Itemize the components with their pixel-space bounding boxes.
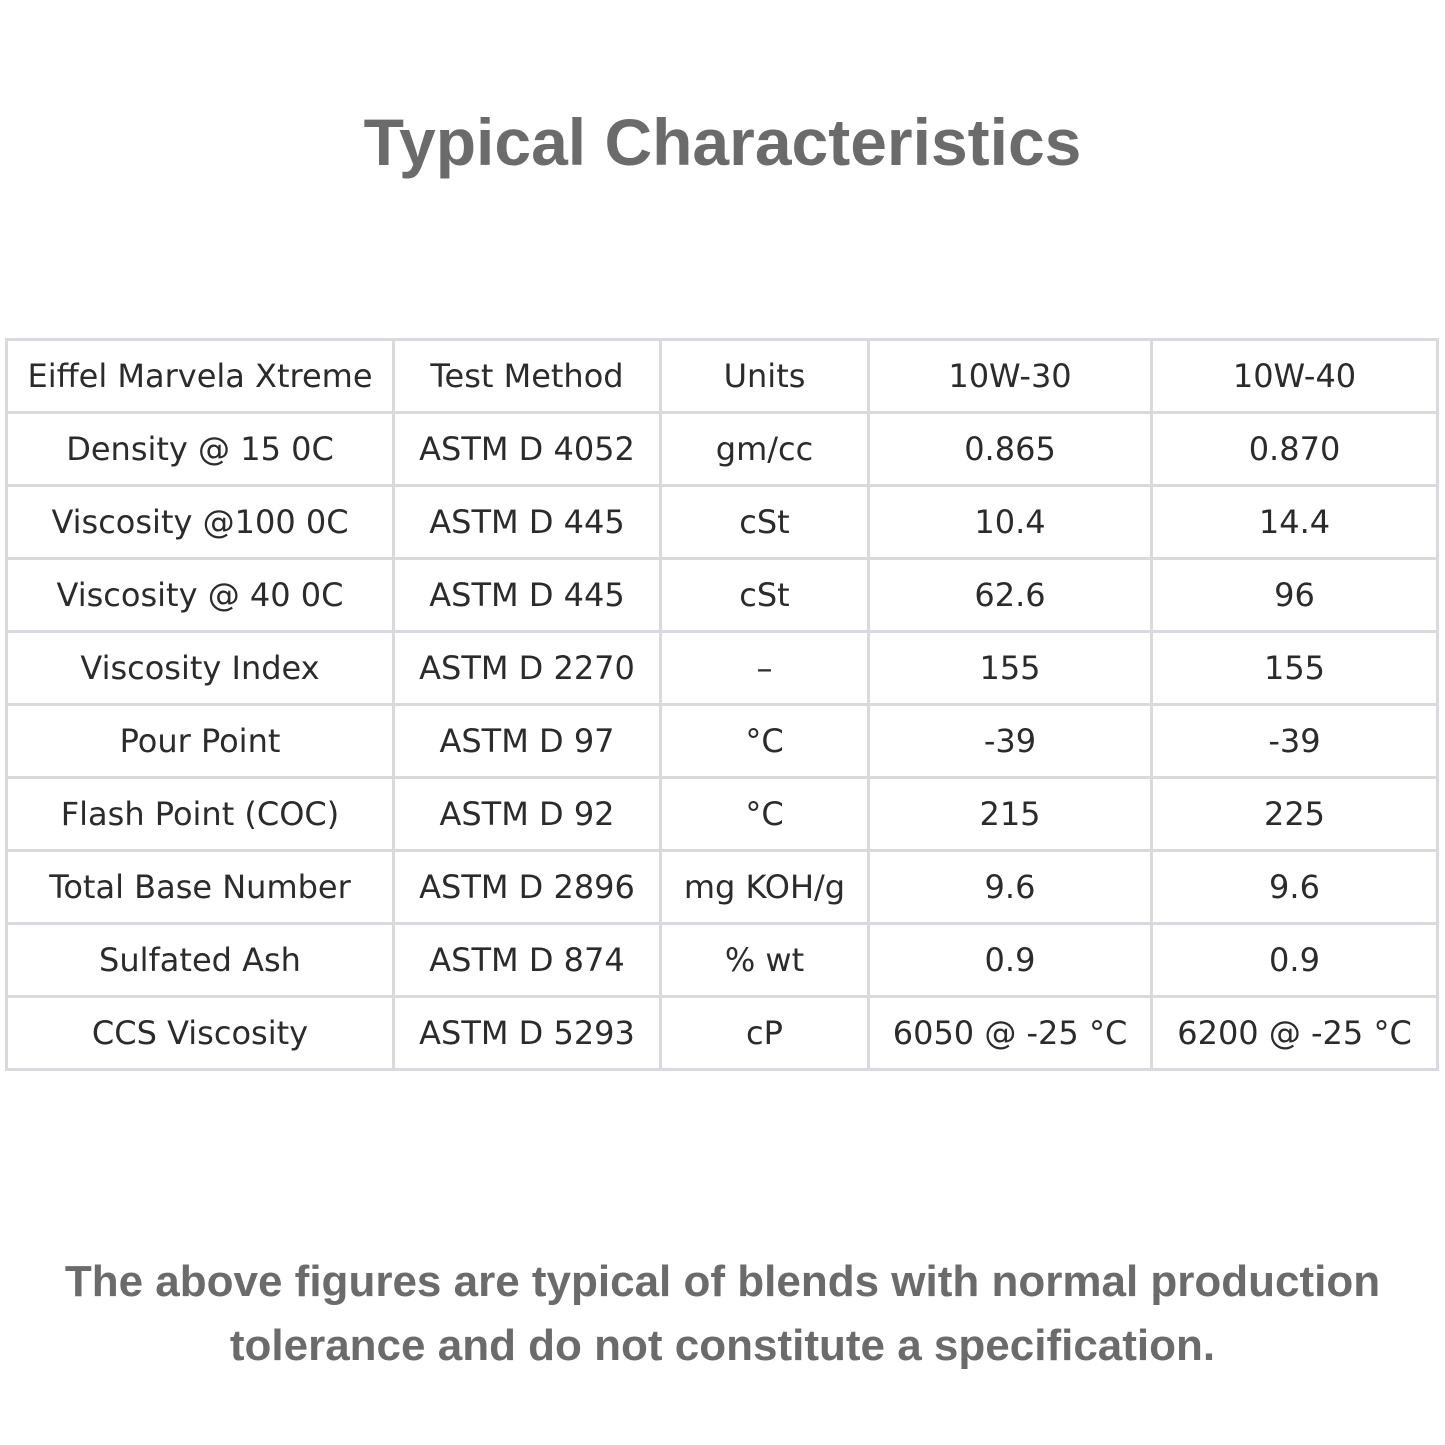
table-cell: ASTM D 92 [394, 778, 661, 851]
table-cell: 0.870 [1152, 413, 1438, 486]
table-cell: Viscosity Index [7, 632, 394, 705]
table-cell: -39 [869, 705, 1152, 778]
header-cell: 10W-30 [869, 340, 1152, 413]
header-cell: 10W-40 [1152, 340, 1438, 413]
table-row [7, 632, 1438, 705]
header-cell: Units [661, 340, 869, 413]
table-cell: 0.9 [1152, 924, 1438, 997]
table-cell: 155 [869, 632, 1152, 705]
table-cell: 155 [1152, 632, 1438, 705]
table-cell: 0.865 [869, 413, 1152, 486]
table-row [7, 851, 1438, 924]
table-row [7, 924, 1438, 997]
table-cell: Pour Point [7, 705, 394, 778]
table-cell: cP [661, 997, 869, 1070]
table-cell: % wt [661, 924, 869, 997]
characteristics-table [5, 338, 1439, 1071]
table-cell: ASTM D 445 [394, 486, 661, 559]
table-cell: ASTM D 4052 [394, 413, 661, 486]
table-row [7, 413, 1438, 486]
table-cell: 9.6 [869, 851, 1152, 924]
table-cell: 96 [1152, 559, 1438, 632]
table-cell: mg KOH/g [661, 851, 869, 924]
table-cell: Sulfated Ash [7, 924, 394, 997]
table-row [7, 486, 1438, 559]
table-row [7, 778, 1438, 851]
table-cell: 215 [869, 778, 1152, 851]
table-row [7, 705, 1438, 778]
table-cell: °C [661, 778, 869, 851]
table-cell: ASTM D 97 [394, 705, 661, 778]
table-cell: cSt [661, 486, 869, 559]
header-cell: Test Method [394, 340, 661, 413]
table-cell: ASTM D 2896 [394, 851, 661, 924]
table-cell: -39 [1152, 705, 1438, 778]
table-cell: 14.4 [1152, 486, 1438, 559]
table-cell: 62.6 [869, 559, 1152, 632]
table-row [7, 997, 1438, 1070]
table-cell: Flash Point (COC) [7, 778, 394, 851]
table-cell: ASTM D 2270 [394, 632, 661, 705]
table-cell: 9.6 [1152, 851, 1438, 924]
table-header-row [7, 340, 1438, 413]
table-cell: 10.4 [869, 486, 1152, 559]
table-cell: CCS Viscosity [7, 997, 394, 1070]
disclaimer-note [0, 1250, 1445, 1378]
table-cell: 6050 @ -25 °C [869, 997, 1152, 1070]
header-cell: Eiffel Marvela Xtreme [7, 340, 394, 413]
table-cell: gm/cc [661, 413, 869, 486]
disclaimer-line: The above figures are typical of blends with normal production [64, 1257, 1381, 1306]
table-cell: ASTM D 5293 [394, 997, 661, 1070]
table-cell: 225 [1152, 778, 1438, 851]
table-cell: Viscosity @ 40 0C [7, 559, 394, 632]
page-title: Typical Characteristics [363, 105, 1082, 179]
table-cell: cSt [661, 559, 869, 632]
table-cell: 6200 @ -25 °C [1152, 997, 1438, 1070]
table-cell: °C [661, 705, 869, 778]
table-row [7, 559, 1438, 632]
table-cell: Viscosity @100 0C [7, 486, 394, 559]
table-cell: 0.9 [869, 924, 1152, 997]
table-cell: Density @ 15 0C [7, 413, 394, 486]
table-cell: Total Base Number [7, 851, 394, 924]
disclaimer-line: tolerance and do not constitute a specification. [229, 1321, 1216, 1370]
table-cell: – [661, 632, 869, 705]
table-cell: ASTM D 445 [394, 559, 661, 632]
table-cell: ASTM D 874 [394, 924, 661, 997]
